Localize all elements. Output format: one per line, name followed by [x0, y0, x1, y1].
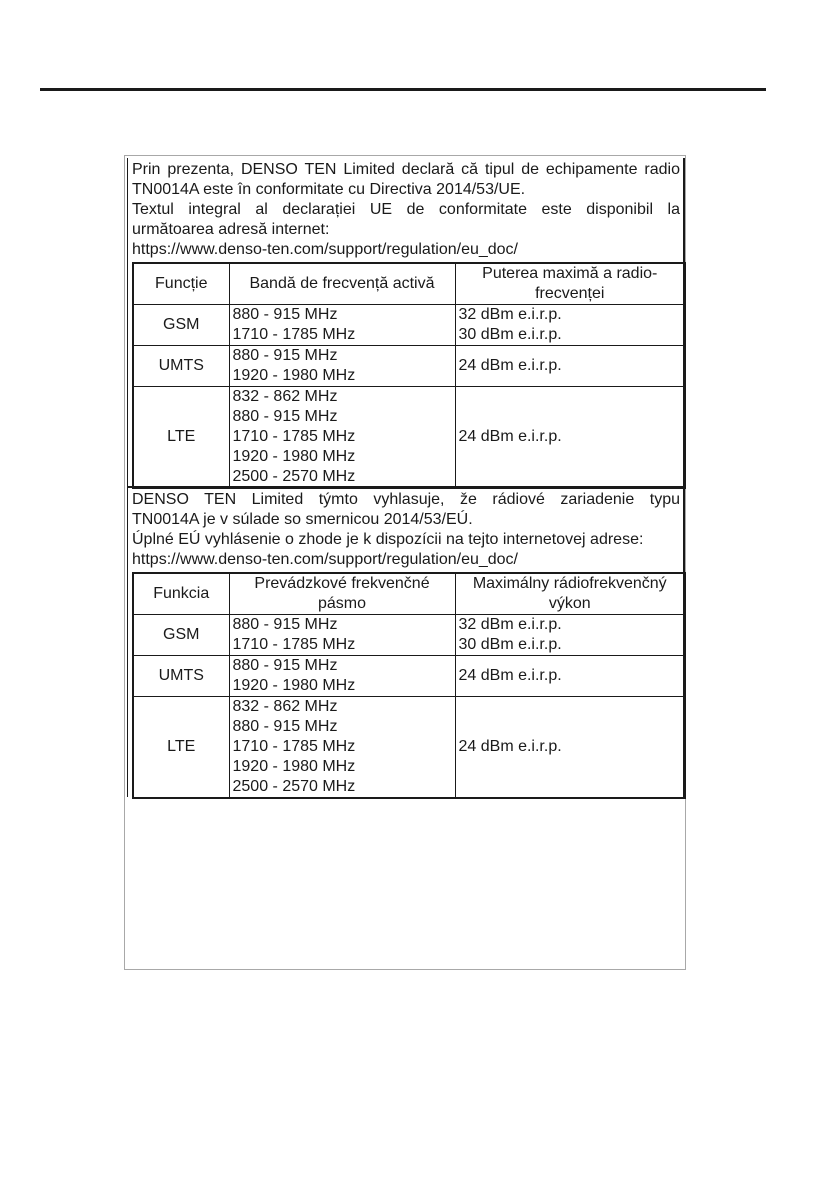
frequency-table-slovak: [132, 572, 686, 799]
declaration-line: TN0014A je v súlade so smernicou 2014/53/EÚ.: [132, 511, 473, 528]
declaration-line: Textul integral al declarației UE de conformitate este disponibil la: [132, 201, 680, 218]
declaration-line: TN0014A este în conformitate cu Directiva 2014/53/UE.: [132, 181, 526, 198]
declaration-slovak: [132, 490, 680, 550]
band-value: 1920 - 1980 MHz: [232, 367, 356, 384]
band-value: 1710 - 1785 MHz: [232, 738, 356, 755]
declaration-line: următoarea adresă internet:: [132, 221, 330, 238]
table-row: [133, 346, 685, 387]
header-power: Puterea maximă a radio-frecvenței: [455, 263, 685, 305]
cell-function: GSM: [133, 305, 229, 346]
declaration-line: Prin prezenta, DENSO TEN Limited declară că tipul de echipamente radio: [132, 161, 680, 178]
band-value: 1710 - 1785 MHz: [232, 636, 356, 653]
band-value: 880 - 915 MHz: [232, 616, 338, 633]
cell-function: LTE: [133, 387, 229, 489]
cell-function: LTE: [133, 697, 229, 799]
cell-function: UMTS: [133, 656, 229, 697]
band-value: 1920 - 1980 MHz: [232, 448, 356, 465]
table-row: [133, 697, 685, 799]
band-value: 1710 - 1785 MHz: [232, 428, 356, 445]
header-function: Funcție: [133, 263, 229, 305]
power-value: 24 dBm e.i.r.p.: [458, 357, 562, 374]
cell-power: [455, 346, 685, 387]
band-value: 880 - 915 MHz: [232, 657, 338, 674]
cell-bands: [229, 387, 455, 489]
band-value: 880 - 915 MHz: [232, 408, 338, 425]
band-value: 1920 - 1980 MHz: [232, 677, 356, 694]
table-row: [133, 305, 685, 346]
power-value: 24 dBm e.i.r.p.: [458, 738, 562, 755]
band-value: 1710 - 1785 MHz: [232, 326, 356, 343]
table-header-row: [133, 573, 685, 615]
header-function: Funkcia: [133, 573, 229, 615]
doc-url-slovak: https://www.denso-ten.com/support/regulation/eu_doc/: [132, 551, 518, 568]
doc-url-romanian: https://www.denso-ten.com/support/regulation/eu_doc/: [132, 241, 518, 258]
band-value: 880 - 915 MHz: [232, 306, 338, 323]
power-value: 32 dBm e.i.r.p.: [458, 616, 562, 633]
section-romanian: [127, 158, 685, 486]
declaration-romanian: [132, 160, 680, 240]
power-value: 32 dBm e.i.r.p.: [458, 306, 562, 323]
header-rule: [40, 88, 766, 91]
cell-power: [455, 697, 685, 799]
cell-power: [455, 615, 685, 656]
band-value: 1920 - 1980 MHz: [232, 758, 356, 775]
table-row: [133, 656, 685, 697]
cell-bands: [229, 346, 455, 387]
power-value: 24 dBm e.i.r.p.: [458, 428, 562, 445]
table-header-row: [133, 263, 685, 305]
cell-bands: [229, 615, 455, 656]
table-row: [133, 615, 685, 656]
header-band: Prevádzkové frekvenčné pásmo: [229, 573, 455, 615]
cell-function: UMTS: [133, 346, 229, 387]
cell-power: [455, 387, 685, 489]
band-value: 832 - 862 MHz: [232, 388, 338, 405]
power-value: 30 dBm e.i.r.p.: [458, 326, 562, 343]
table-row: [133, 387, 685, 489]
power-value: 24 dBm e.i.r.p.: [458, 667, 562, 684]
cell-power: [455, 656, 685, 697]
header-power: Maximálny rádiofrekvenčný výkon: [455, 573, 685, 615]
band-value: 880 - 915 MHz: [232, 347, 338, 364]
header-band: Bandă de frecvență activă: [229, 263, 455, 305]
declaration-line: Úplné EÚ vyhlásenie o zhode je k dispozícii na tejto internetovej adrese:: [132, 531, 644, 548]
cell-function: GSM: [133, 615, 229, 656]
band-value: 2500 - 2570 MHz: [232, 468, 356, 485]
band-value: 832 - 862 MHz: [232, 698, 338, 715]
cell-bands: [229, 697, 455, 799]
power-value: 30 dBm e.i.r.p.: [458, 636, 562, 653]
cell-bands: [229, 305, 455, 346]
declaration-line: DENSO TEN Limited týmto vyhlasuje, že rádiové zariadenie typu: [132, 491, 680, 508]
frequency-table-romanian: [132, 262, 686, 489]
band-value: 880 - 915 MHz: [232, 718, 338, 735]
section-slovak: [127, 486, 685, 797]
cell-bands: [229, 656, 455, 697]
cell-power: [455, 305, 685, 346]
band-value: 2500 - 2570 MHz: [232, 778, 356, 795]
